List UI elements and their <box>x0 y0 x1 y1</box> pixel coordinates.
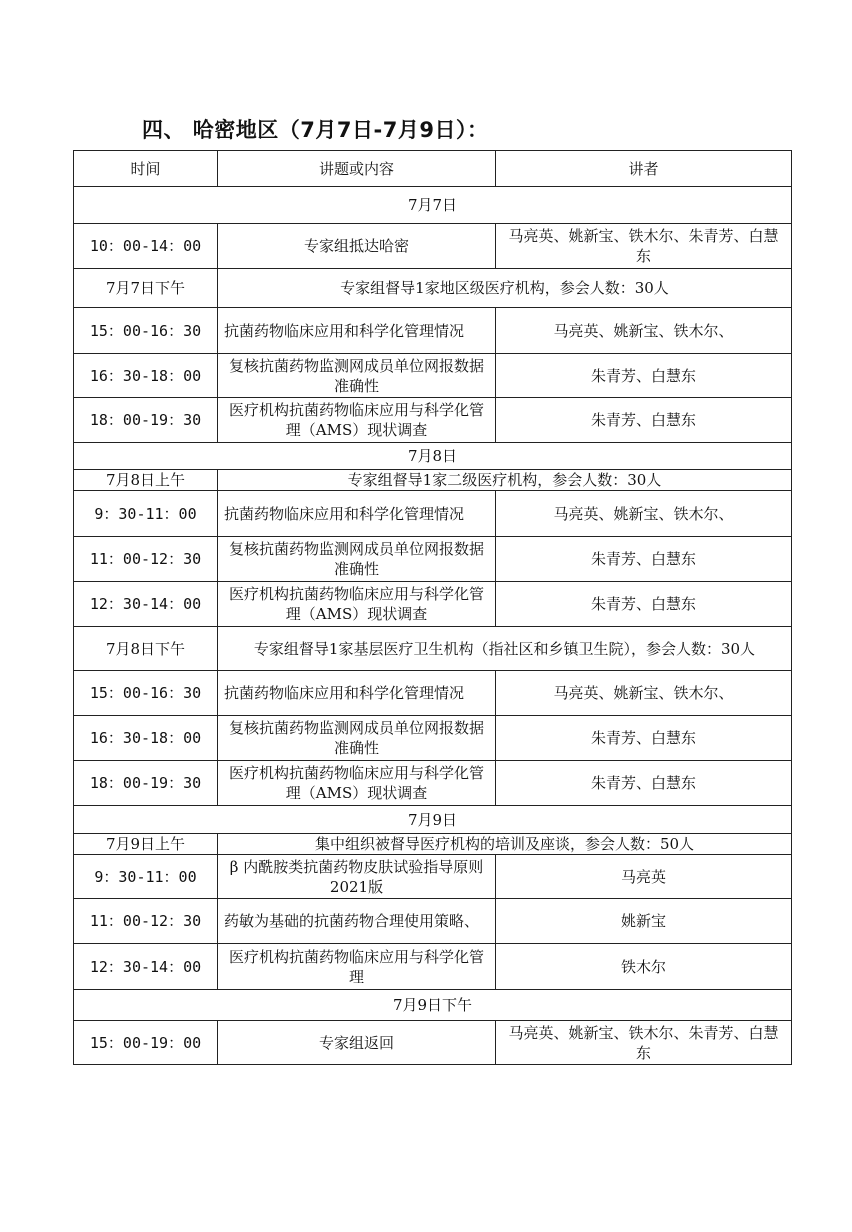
topic-cell: 专家组抵达哈密 <box>218 224 496 269</box>
table-row <box>74 224 792 269</box>
day-header-row <box>74 806 792 834</box>
speaker-cell: 马亮英、姚新宝、铁木尔、朱青芳、白慧东 <box>496 1021 792 1065</box>
session-summary-row <box>74 834 792 855</box>
day-label: 7月8日 <box>74 443 792 470</box>
day-header-row <box>74 187 792 224</box>
topic-cell: β 内酰胺类抗菌药物皮肤试验指导原则2021版 <box>218 855 496 899</box>
column-header-time: 时间 <box>74 151 218 187</box>
session-label: 7月7日下午 <box>74 269 218 308</box>
speaker-cell: 马亮英、姚新宝、铁木尔、 <box>496 308 792 354</box>
time-cell: 9：30-11：00 <box>74 855 218 899</box>
time-cell: 16：30-18：00 <box>74 354 218 398</box>
table-row <box>74 716 792 761</box>
speaker-cell: 马亮英、姚新宝、铁木尔、 <box>496 671 792 716</box>
table-row <box>74 899 792 944</box>
topic-cell: 医疗机构抗菌药物临床应用与科学化管理 <box>218 944 496 990</box>
speaker-cell: 马亮英、姚新宝、铁木尔、 <box>496 491 792 537</box>
table-row <box>74 761 792 806</box>
table-header-row <box>74 151 792 187</box>
session-description: 集中组织被督导医疗机构的培训及座谈，参会人数：50人 <box>218 834 792 855</box>
table-row <box>74 354 792 398</box>
speaker-cell: 朱青芳、白慧东 <box>496 761 792 806</box>
time-cell: 12：30-14：00 <box>74 582 218 627</box>
session-description: 专家组督导1家基层医疗卫生机构（指社区和乡镇卫生院），参会人数：30人 <box>218 627 792 671</box>
table-row <box>74 1021 792 1065</box>
session-summary-row <box>74 470 792 491</box>
day-label: 7月9日下午 <box>74 990 792 1021</box>
day-header-row <box>74 443 792 470</box>
topic-cell: 医疗机构抗菌药物临床应用与科学化管理（AMS）现状调查 <box>218 582 496 627</box>
session-description: 专家组督导1家二级医疗机构，参会人数：30人 <box>218 470 792 491</box>
time-cell: 15：00-16：30 <box>74 671 218 716</box>
speaker-cell: 朱青芳、白慧东 <box>496 537 792 582</box>
column-header-speaker: 讲者 <box>496 151 792 187</box>
time-cell: 18：00-19：30 <box>74 761 218 806</box>
topic-cell: 抗菌药物临床应用和科学化管理情况 <box>218 671 496 716</box>
time-cell: 11：00-12：30 <box>74 537 218 582</box>
session-description: 专家组督导1家地区级医疗机构，参会人数：30人 <box>218 269 792 308</box>
topic-cell: 复核抗菌药物监测网成员单位网报数据准确性 <box>218 537 496 582</box>
table-row <box>74 537 792 582</box>
time-cell: 10：00-14：00 <box>74 224 218 269</box>
session-label: 7月9日上午 <box>74 834 218 855</box>
session-summary-row <box>74 269 792 308</box>
time-cell: 15：00-19：00 <box>74 1021 218 1065</box>
topic-cell: 复核抗菌药物监测网成员单位网报数据准确性 <box>218 354 496 398</box>
time-cell: 16：30-18：00 <box>74 716 218 761</box>
table-row <box>74 491 792 537</box>
topic-cell: 抗菌药物临床应用和科学化管理情况 <box>218 491 496 537</box>
day-label: 7月9日 <box>74 806 792 834</box>
table-row <box>74 582 792 627</box>
speaker-cell: 朱青芳、白慧东 <box>496 398 792 443</box>
section-heading: 四、 哈密地区（7月7日-7月9日）： <box>142 118 489 142</box>
topic-cell: 复核抗菌药物监测网成员单位网报数据准确性 <box>218 716 496 761</box>
table-row <box>74 308 792 354</box>
time-cell: 15：00-16：30 <box>74 308 218 354</box>
speaker-cell: 马亮英 <box>496 855 792 899</box>
speaker-cell: 姚新宝 <box>496 899 792 944</box>
table-row <box>74 855 792 899</box>
session-summary-row <box>74 627 792 671</box>
topic-cell: 医疗机构抗菌药物临床应用与科学化管理（AMS）现状调查 <box>218 398 496 443</box>
schedule-table <box>73 150 792 1065</box>
day-label: 7月7日 <box>74 187 792 224</box>
session-label: 7月8日上午 <box>74 470 218 491</box>
time-cell: 12：30-14：00 <box>74 944 218 990</box>
time-cell: 11：00-12：30 <box>74 899 218 944</box>
table-row <box>74 944 792 990</box>
session-label: 7月8日下午 <box>74 627 218 671</box>
speaker-cell: 朱青芳、白慧东 <box>496 582 792 627</box>
topic-cell: 抗菌药物临床应用和科学化管理情况 <box>218 308 496 354</box>
table-row <box>74 671 792 716</box>
speaker-cell: 马亮英、姚新宝、铁木尔、朱青芳、白慧东 <box>496 224 792 269</box>
speaker-cell: 铁木尔 <box>496 944 792 990</box>
time-cell: 18：00-19：30 <box>74 398 218 443</box>
speaker-cell: 朱青芳、白慧东 <box>496 354 792 398</box>
time-cell: 9：30-11：00 <box>74 491 218 537</box>
topic-cell: 专家组返回 <box>218 1021 496 1065</box>
day-header-row <box>74 990 792 1021</box>
topic-cell: 药敏为基础的抗菌药物合理使用策略、 <box>218 899 496 944</box>
topic-cell: 医疗机构抗菌药物临床应用与科学化管理（AMS）现状调查 <box>218 761 496 806</box>
column-header-topic: 讲题或内容 <box>218 151 496 187</box>
table-row <box>74 398 792 443</box>
speaker-cell: 朱青芳、白慧东 <box>496 716 792 761</box>
